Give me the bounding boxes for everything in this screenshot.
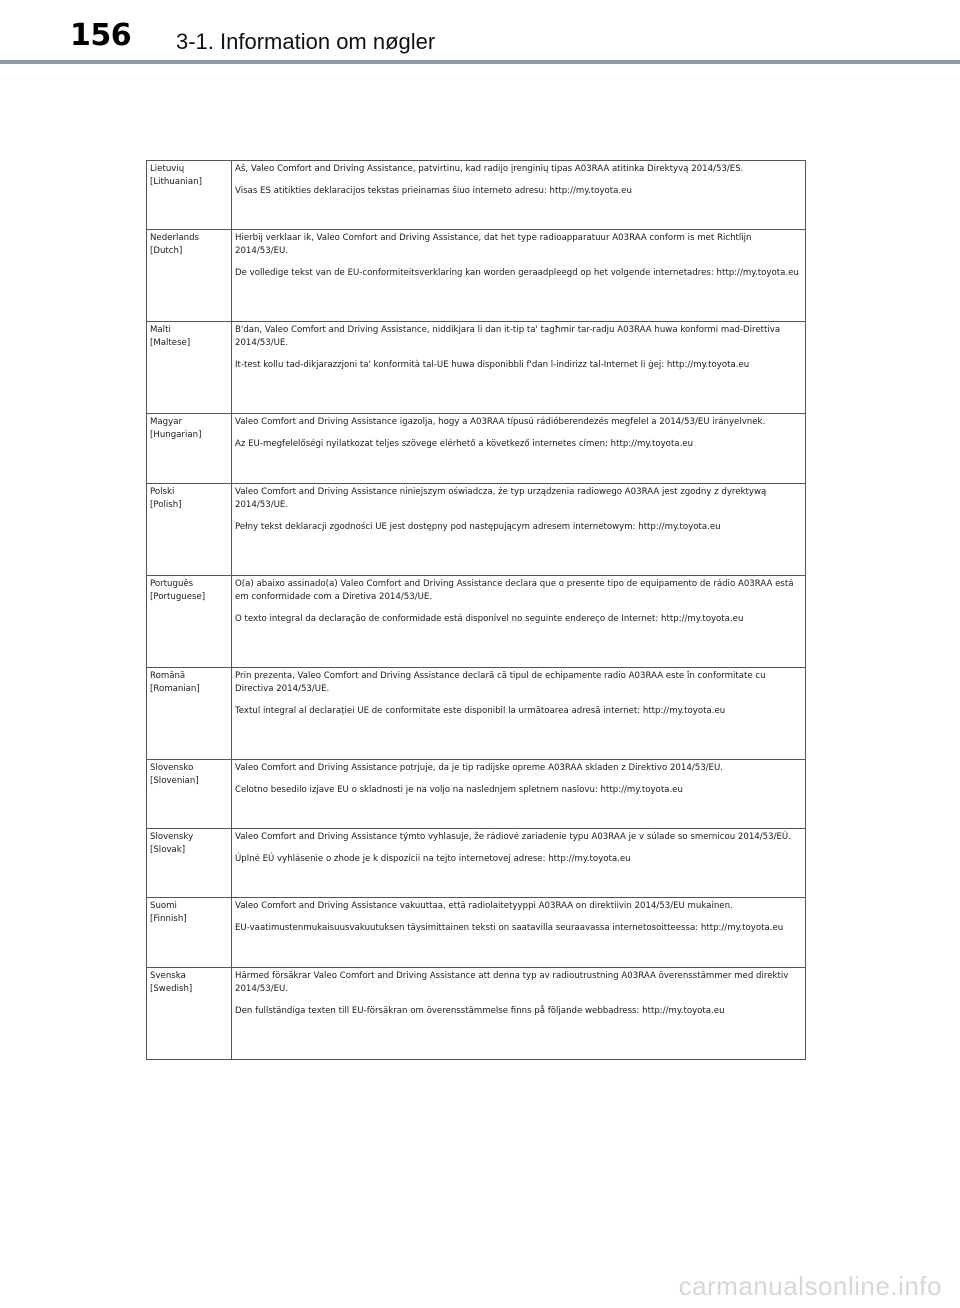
declaration-url-text: O texto integral da declaração de conformidade está disponível no seguinte endereço de Internet: http://my.toyota.eu: [235, 613, 744, 624]
conformity-statement: Aš, Valeo Comfort and Driving Assistance, patvirtinu, kad radijo įrenginių tipas A03RAA atitinka Direktyvą 2014/53/ES.: [235, 164, 744, 174]
declaration-row: [147, 414, 806, 483]
conformity-statement: Hierbij verklaar ik, Valeo Comfort and Driving Assistance, dat het type radioapparatuur A03RAA conform is met Richtlijn 2014/53/EU.: [235, 233, 752, 257]
declaration-table: [146, 160, 806, 1060]
language-name: Suomi: [150, 901, 177, 912]
declaration-text-cell: [232, 322, 806, 414]
declaration-text-cell: [232, 575, 806, 667]
declaration-text-cell: [232, 759, 806, 828]
language-name: Slovensky: [150, 832, 194, 843]
declaration-url-text: Visas ES atitikties deklaracijos tekstas prieinamas šiuo interneto adresu: http://my.toyota.eu: [235, 186, 632, 196]
conformity-statement: B'dan, Valeo Comfort and Driving Assistance, niddikjara li dan it-tip ta' tagħmir tar-radju A03RAA huwa konformi mad-Direttiva 2014/53/UE.: [235, 325, 781, 349]
declaration-url-text: Den fullständiga texten till EU-försäkran om överensstämmelse finns på följande webbadress: http://my.toyota.eu: [235, 1005, 725, 1016]
declaration-url-text: It-test kollu tad-dikjarazzjoni ta' konformità tal-UE huwa disponibbli f'dan l-indirizz tal-Internet li ġej: http://my.toyota.eu: [235, 360, 750, 371]
language-english-name: [Romanian]: [150, 683, 200, 694]
language-cell: [147, 898, 232, 967]
language-cell: [147, 667, 232, 759]
conformity-statement: Valeo Comfort and Driving Assistance niniejszym oświadcza, że typ urządzenia radiowego A03RAA jest zgodny z dyrektywą 2014/53/UE.: [235, 486, 767, 510]
language-cell: [147, 575, 232, 667]
declaration-text-cell: [232, 898, 806, 967]
language-cell: [147, 759, 232, 828]
declaration-url-text: Úplné EÚ vyhlásenie o zhode je k dispozícii na tejto internetovej adrese: http://my.toyota.eu: [235, 854, 631, 865]
page-header: [0, 0, 960, 66]
language-english-name: [Dutch]: [150, 246, 183, 257]
declaration-row: [147, 483, 806, 575]
declaration-row: [147, 161, 806, 230]
declaration-text-cell: [232, 414, 806, 483]
language-english-name: [Slovak]: [150, 845, 186, 856]
language-cell: [147, 829, 232, 898]
section-title: 3-1. Information om nøgler: [176, 29, 436, 54]
declaration-url-text: Celotno besedilo izjave EU o skladnosti je na voljo na naslednjem spletnem naslovu: http://my.toyota.eu: [235, 784, 683, 795]
conformity-statement: Valeo Comfort and Driving Assistance potrjuje, da je tip radijske opreme A03RAA skladen z Direktivo 2014/53/EU.: [235, 762, 724, 773]
declaration-table-body: [147, 161, 806, 1060]
language-cell: [147, 483, 232, 575]
declaration-text-cell: [232, 829, 806, 898]
declaration-text-cell: [232, 161, 806, 230]
header-divider: [0, 60, 960, 64]
language-cell: [147, 230, 232, 322]
page-number: 156: [70, 18, 132, 53]
declaration-url-text: Pełny tekst deklaracji zgodności UE jest dostępny pod następującym adresem internetowym: http://my.toyota.eu: [235, 521, 721, 532]
watermark: carmanualsonline.info: [678, 1271, 942, 1301]
conformity-statement: Valeo Comfort and Driving Assistance týmto vyhlasuje, že rádiové zariadenie typu A03RAA je v súlade so smernicou 2014/53/EÚ.: [235, 832, 791, 843]
language-english-name: [Slovenian]: [150, 775, 199, 786]
language-name: Malti: [150, 325, 171, 336]
declaration-text-cell: [232, 967, 806, 1059]
declaration-text-cell: [232, 483, 806, 575]
conformity-statement: Valeo Comfort and Driving Assistance vakuuttaa, että radiolaitetyyppi A03RAA on direktiivin 2014/53/EU mukainen.: [235, 901, 733, 912]
declaration-row: [147, 759, 806, 828]
declaration-row: [147, 898, 806, 967]
conformity-statement: O(a) abaixo assinado(a) Valeo Comfort and Driving Assistance declara que o presente tipo de equipamento de rádio A03RAA está em conformidade com a Diretiva 2014/53/UE.: [235, 578, 794, 602]
declaration-text-cell: [232, 230, 806, 322]
language-name: Nederlands: [150, 233, 200, 244]
language-cell: [147, 161, 232, 230]
language-name: Română: [150, 670, 186, 681]
declaration-url-text: EU-vaatimustenmukaisuusvakuutuksen täysimittainen teksti on saatavilla seuraavassa internetosoitteessa: http://my.toyota.eu: [235, 923, 784, 934]
language-name: Svenska: [150, 970, 186, 981]
declaration-url-text: De volledige tekst van de EU-conformiteitsverklaring kan worden geraadpleegd op het volgende internetadres: http://my.toyota.eu: [235, 268, 799, 279]
declaration-text-cell: [232, 667, 806, 759]
language-english-name: [Polish]: [150, 499, 182, 510]
declaration-row: [147, 667, 806, 759]
conformity-statement: Härmed försäkrar Valeo Comfort and Driving Assistance att denna typ av radioutrustning A03RAA överensstämmer med direktiv 2014/53/EU.: [235, 970, 789, 994]
language-name: Polski: [150, 486, 175, 497]
language-name: Português: [150, 578, 194, 589]
language-english-name: [Lithuanian]: [150, 177, 202, 187]
declaration-row: [147, 967, 806, 1059]
language-english-name: [Portuguese]: [150, 591, 206, 602]
language-english-name: [Maltese]: [150, 338, 191, 349]
conformity-statement: Prin prezenta, Valeo Comfort and Driving Assistance declară că tipul de echipamente radio A03RAA este în conformitate cu Directiva 2014/53/UE.: [235, 670, 766, 694]
language-english-name: [Hungarian]: [150, 430, 202, 441]
language-name: Lietuvių: [150, 164, 185, 174]
language-name: Magyar: [150, 417, 183, 428]
conformity-statement: Valeo Comfort and Driving Assistance igazolja, hogy a A03RAA típusú rádióberendezés megfelel a 2014/53/EU irányelvnek.: [235, 417, 766, 428]
language-english-name: [Finnish]: [150, 914, 187, 925]
declaration-row: [147, 575, 806, 667]
language-name: Slovensko: [150, 762, 194, 773]
declaration-row: [147, 322, 806, 414]
declaration-scan: [146, 160, 806, 1060]
declaration-row: [147, 230, 806, 322]
declaration-url-text: Az EU-megfelelőségi nyilatkozat teljes szövege elérhető a következő internetes címen: http://my.toyota.eu: [235, 439, 694, 450]
language-cell: [147, 414, 232, 483]
language-cell: [147, 967, 232, 1059]
language-cell: [147, 322, 232, 414]
declaration-row: [147, 829, 806, 898]
declaration-url-text: Textul integral al declarației UE de conformitate este disponibil la următoarea adresă internet: http://my.toyota.eu: [235, 705, 726, 716]
language-english-name: [Swedish]: [150, 983, 193, 994]
